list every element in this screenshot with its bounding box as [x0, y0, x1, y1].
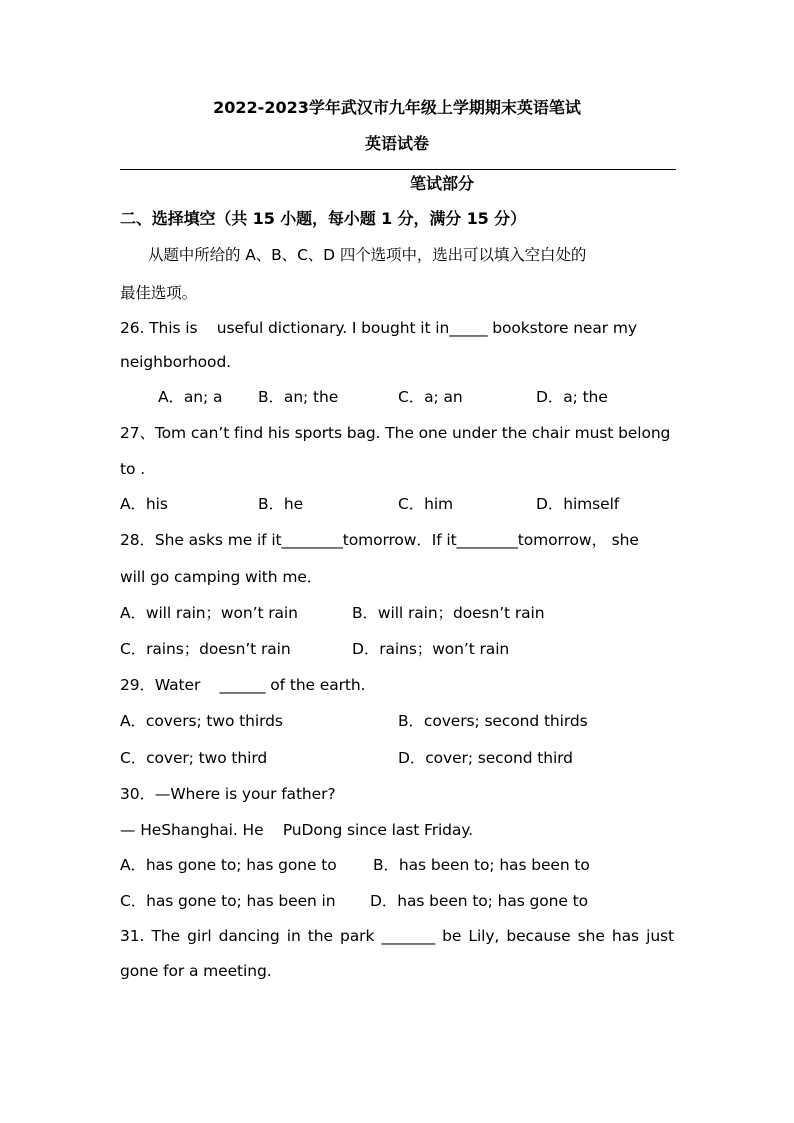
question-26-line-1: 26. This is useful dictionary. I bought it in_____ bookstore near my — [120, 319, 637, 337]
question-31-line-1: 31. The girl dancing in the park _______ be Lily, because she has just — [120, 927, 674, 945]
exam-title: 2022-2023学年武汉市九年级上学期期末英语笔试 — [213, 98, 581, 117]
q30-option-a: A．has gone to; has gone to — [120, 856, 337, 874]
q29-option-c: C．cover; two third — [120, 749, 268, 767]
q29-option-b: B．covers; second thirds — [398, 712, 588, 730]
q27-option-a: A．his — [120, 495, 168, 513]
section-title: 笔试部分 — [410, 174, 475, 193]
q26-option-d: D．a; the — [536, 388, 608, 406]
question-29-line-1: 29．Water ______ of the earth. — [120, 676, 366, 694]
q28-option-d: D．rains；won’t rain — [352, 640, 510, 658]
q28-option-b: B．will rain；doesn’t rain — [352, 604, 545, 622]
instruction-line-2: 最佳选项。 — [120, 284, 198, 302]
header-divider — [120, 169, 676, 170]
q27-option-d: D．himself — [536, 495, 620, 513]
q30-option-c: C．has gone to; has been in — [120, 892, 336, 910]
q26-option-c: C．a; an — [398, 388, 463, 406]
q28-option-a: A．will rain；won’t rain — [120, 604, 298, 622]
part-heading: 二、选择填空（共 15 小题，每小题 1 分，满分 15 分） — [120, 209, 526, 228]
question-28-line-2: will go camping with me． — [120, 568, 323, 586]
question-28-line-1: 28．She asks me if it________tomorrow．If it________tomorrow， she — [120, 531, 639, 549]
q30-option-d: D．has been to; has gone to — [370, 892, 589, 910]
question-26-line-2: neighborhood. — [120, 353, 232, 371]
question-30-line-2: — HeShanghai. He PuDong since last Friday. — [120, 821, 473, 839]
q28-option-c: C．rains；doesn’t rain — [120, 640, 291, 658]
question-27-line-1: 27、Tom can’t find his sports bag. The one under the chair must belong — [120, 424, 671, 442]
instruction-line-1: 从题中所给的 A、B、C、D 四个选项中，选出可以填入空白处的 — [148, 246, 587, 264]
q29-option-d: D．cover; second third — [398, 749, 573, 767]
q27-option-b: B．he — [258, 495, 304, 513]
question-31-line-2: gone for a meeting. — [120, 962, 272, 980]
q26-option-a: A．an; a — [158, 388, 223, 406]
question-30-line-1: 30．—Where is your father? — [120, 785, 336, 803]
question-27-line-2: to . — [120, 460, 146, 478]
q29-option-a: A．covers; two thirds — [120, 712, 283, 730]
exam-subtitle: 英语试卷 — [364, 134, 429, 153]
q30-option-b: B．has been to; has been to — [373, 856, 590, 874]
q27-option-c: C．him — [398, 495, 454, 513]
q26-option-b: B．an; the — [258, 388, 339, 406]
